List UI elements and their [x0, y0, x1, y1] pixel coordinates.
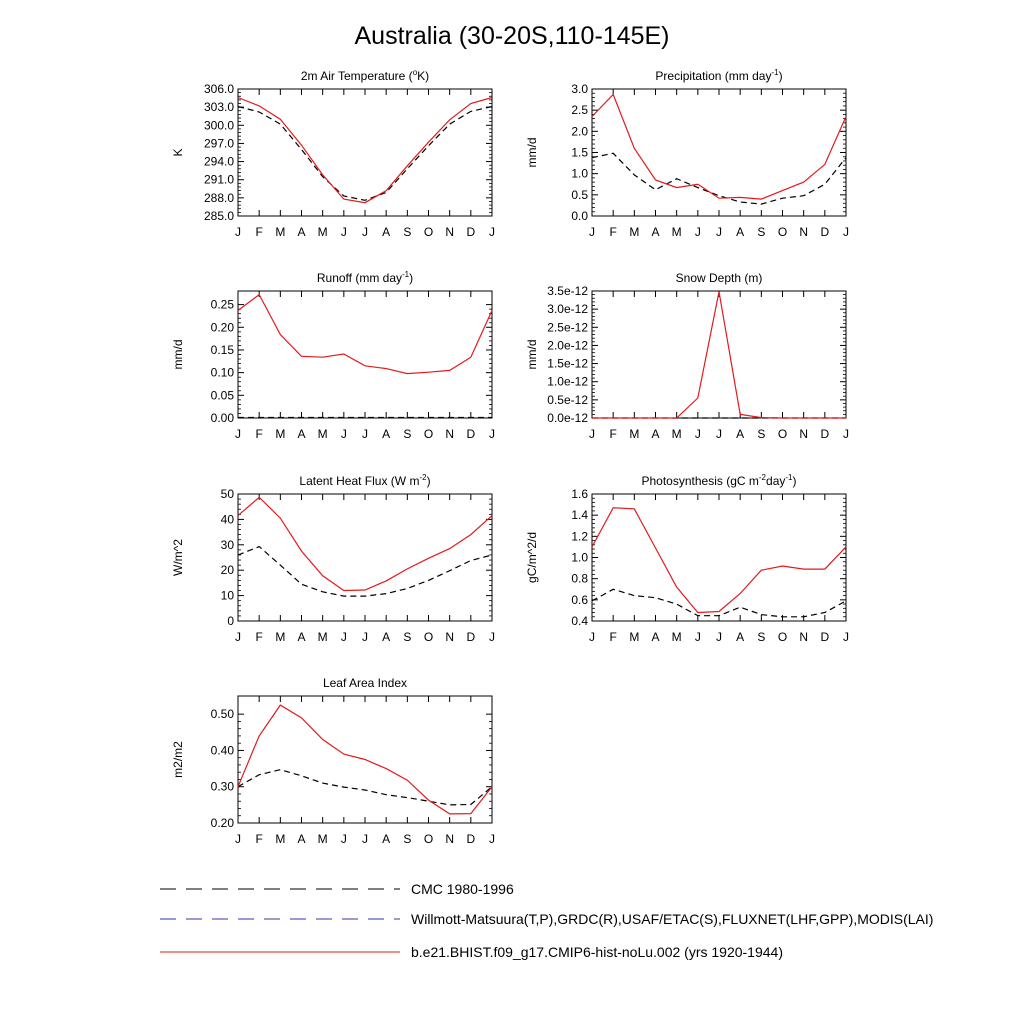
x-tick-label: A — [736, 630, 745, 644]
y-tick-label: 0.10 — [210, 365, 234, 380]
series-line-obs — [238, 107, 492, 201]
x-tick-label: M — [671, 630, 682, 644]
y-tick-label: 0.8 — [571, 571, 588, 586]
x-tick-label: J — [716, 225, 722, 239]
x-tick-label: M — [275, 630, 286, 644]
panel-title-end: K) — [417, 69, 430, 83]
plot-frame — [238, 89, 492, 216]
x-tick-label: D — [820, 427, 830, 441]
panel-title-sup: -2 — [419, 473, 427, 482]
panel-title-sup: -1 — [402, 270, 410, 279]
x-tick-label: J — [589, 630, 595, 644]
y-tick-label: 294.0 — [203, 154, 234, 169]
x-tick-label: J — [340, 630, 347, 644]
y-axis-label: W/m^2 — [171, 539, 185, 576]
x-tick-label: M — [671, 427, 682, 441]
x-tick-label: S — [403, 832, 412, 846]
x-tick-label: J — [489, 225, 495, 239]
x-tick-label: F — [609, 427, 617, 441]
plot-frame — [238, 494, 492, 621]
plot-frame — [592, 494, 846, 621]
legend-label: Willmott-Matsuura(T,P),GRDC(R),USAF/ETAC(S),FLUXNET(LHF,GPP),MODIS(LAI) — [411, 911, 934, 927]
x-tick-label: J — [843, 630, 849, 644]
panel-title — [323, 676, 407, 690]
x-tick-label: A — [297, 630, 306, 644]
x-tick-label: F — [255, 427, 263, 441]
x-tick-label: F — [255, 832, 263, 846]
series-line-model — [238, 497, 492, 590]
plot-frame — [238, 291, 492, 418]
y-tick-label: 0.5e-12 — [547, 392, 588, 407]
panel-title — [301, 68, 429, 83]
x-tick-label: N — [799, 225, 809, 239]
x-tick-label: F — [255, 630, 263, 644]
y-tick-label: 1.5e-12 — [547, 356, 588, 371]
panel-title-end2: ) — [792, 474, 797, 488]
x-tick-label: S — [757, 225, 766, 239]
y-tick-label: 1.0 — [571, 166, 588, 181]
x-tick-label: A — [736, 427, 745, 441]
x-tick-label: J — [694, 427, 701, 441]
y-tick-label: 20 — [220, 563, 234, 578]
x-tick-label: J — [235, 630, 241, 644]
x-tick-label: J — [843, 427, 849, 441]
x-tick-label: J — [589, 427, 595, 441]
panel-title-end: ) — [426, 474, 431, 488]
x-tick-label: A — [651, 225, 660, 239]
y-tick-label: 1.0 — [571, 550, 588, 565]
x-tick-label: A — [382, 427, 391, 441]
panel-title-main: Photosynthesis (gC m — [641, 474, 759, 488]
x-tick-label: J — [843, 225, 849, 239]
y-tick-label: 2.0e-12 — [547, 338, 588, 353]
y-tick-label: 3.0 — [571, 82, 588, 96]
x-tick-label: M — [317, 832, 328, 846]
y-tick-label: 0.20 — [210, 320, 234, 335]
x-tick-label: D — [820, 630, 830, 644]
plot-frame — [592, 291, 846, 418]
figure-title: Australia (30-20S,110-145E) — [354, 22, 670, 50]
x-tick-label: J — [235, 832, 241, 846]
y-tick-label: 306.0 — [203, 82, 234, 96]
x-tick-label: M — [317, 630, 328, 644]
y-tick-label: 0.40 — [210, 743, 234, 758]
x-tick-label: M — [275, 427, 286, 441]
x-tick-label: J — [716, 630, 722, 644]
y-axis-label: m2/m2 — [171, 741, 185, 778]
y-tick-label: 0.00 — [210, 411, 234, 425]
x-tick-label: A — [382, 832, 391, 846]
x-tick-label: N — [445, 427, 455, 441]
series-line-model — [592, 292, 846, 418]
x-tick-label: J — [489, 427, 495, 441]
panel-6 — [171, 676, 495, 846]
x-tick-label: F — [255, 225, 263, 239]
y-tick-label: 300.0 — [203, 118, 234, 133]
series-line-model — [592, 508, 846, 613]
x-tick-label: J — [340, 832, 347, 846]
panel-title-end: ) — [778, 69, 783, 83]
x-tick-label: M — [629, 630, 640, 644]
x-tick-label: O — [423, 832, 434, 846]
series-line-obs — [592, 589, 846, 617]
y-tick-label: 0.5 — [571, 187, 588, 202]
y-tick-label: 0.30 — [210, 779, 234, 794]
x-tick-label: J — [340, 225, 347, 239]
series-line-obs — [238, 770, 492, 805]
y-tick-label: 50 — [220, 487, 234, 501]
y-tick-label: 0.05 — [210, 388, 234, 403]
y-tick-label: 10 — [220, 588, 234, 603]
x-tick-label: S — [403, 427, 412, 441]
x-tick-label: A — [651, 630, 660, 644]
x-tick-label: O — [423, 225, 434, 239]
x-tick-label: D — [466, 225, 476, 239]
x-tick-label: A — [297, 832, 306, 846]
y-tick-label: 0.0 — [571, 209, 588, 223]
x-tick-label: M — [275, 225, 286, 239]
y-tick-label: 303.0 — [203, 100, 234, 115]
panels — [171, 68, 849, 846]
x-tick-label: J — [235, 427, 241, 441]
x-tick-label: O — [423, 427, 434, 441]
panel-1 — [525, 68, 849, 239]
panel-title-main: 2m Air Temperature ( — [300, 69, 413, 83]
panel-title-sup: -2 — [758, 473, 767, 482]
legend — [160, 881, 933, 960]
y-tick-label: 1.6 — [571, 487, 588, 501]
x-tick-label: D — [466, 427, 476, 441]
x-tick-label: M — [671, 225, 682, 239]
panel-title-end: ) — [409, 271, 414, 285]
x-tick-label: N — [445, 225, 455, 239]
x-tick-label: M — [317, 225, 328, 239]
y-tick-label: 288.0 — [203, 190, 234, 205]
y-axis-label: K — [171, 148, 185, 157]
x-tick-label: A — [297, 225, 306, 239]
x-tick-label: M — [629, 427, 640, 441]
x-tick-label: N — [445, 630, 455, 644]
panel-title — [676, 271, 763, 285]
x-tick-label: A — [382, 225, 391, 239]
panel-title-main: Leaf Area Index — [322, 676, 408, 690]
x-tick-label: N — [445, 832, 455, 846]
panel-title-main: Snow Depth (m) — [675, 271, 763, 285]
x-tick-label: J — [489, 832, 495, 846]
x-tick-label: M — [275, 832, 286, 846]
y-tick-label: 0.25 — [210, 297, 234, 312]
x-tick-label: J — [694, 225, 701, 239]
x-tick-label: J — [235, 225, 241, 239]
x-tick-label: J — [694, 630, 701, 644]
panel-title-main: Latent Heat Flux (W m — [299, 474, 420, 488]
x-tick-label: O — [777, 630, 788, 644]
x-tick-label: N — [799, 630, 809, 644]
panel-title — [299, 473, 430, 488]
y-axis-label: gC/m^2/d — [525, 532, 539, 583]
panel-title-main: Runoff (mm day — [316, 271, 403, 285]
y-axis-label: mm/d — [525, 339, 539, 370]
y-tick-label: 2.0 — [571, 124, 588, 139]
legend-label: b.e21.BHIST.f09_g17.CMIP6-hist-noLu.002 (yrs 1920-1944) — [411, 944, 783, 960]
panel-2 — [171, 270, 495, 441]
series-line-model — [238, 295, 492, 374]
y-tick-label: 30 — [220, 537, 234, 552]
series-line-model — [238, 705, 492, 814]
y-tick-label: 1.2 — [571, 529, 588, 544]
y-tick-label: 0.0e-12 — [547, 411, 588, 425]
y-tick-label: 0.20 — [210, 816, 234, 830]
panel-4 — [171, 473, 495, 644]
series-line-model — [238, 98, 492, 203]
y-tick-label: 297.0 — [203, 136, 234, 151]
panel-title-sup2: -1 — [785, 473, 793, 482]
x-tick-label: J — [362, 427, 368, 441]
x-tick-label: A — [651, 427, 660, 441]
y-tick-label: 291.0 — [203, 172, 234, 187]
panel-title — [642, 473, 797, 488]
legend-label: CMC 1980-1996 — [411, 881, 514, 897]
x-tick-label: D — [466, 832, 476, 846]
x-tick-label: F — [609, 225, 617, 239]
x-tick-label: D — [820, 225, 830, 239]
y-tick-label: 285.0 — [203, 209, 234, 223]
x-tick-label: J — [362, 630, 368, 644]
x-tick-label: A — [382, 630, 391, 644]
y-tick-label: 0.50 — [210, 707, 234, 722]
y-tick-label: 0.6 — [571, 592, 588, 607]
y-tick-label: 0.15 — [210, 342, 234, 357]
y-tick-label: 3.5e-12 — [547, 284, 588, 298]
y-axis-label: mm/d — [171, 339, 185, 370]
y-tick-label: 1.4 — [571, 508, 588, 523]
plot-frame — [592, 89, 846, 216]
panel-title-main: Precipitation (mm day — [655, 69, 772, 83]
x-tick-label: M — [317, 427, 328, 441]
x-tick-label: J — [340, 427, 347, 441]
panel-title-sup: o — [412, 68, 418, 77]
x-tick-label: S — [757, 427, 766, 441]
panel-title-end: day — [766, 474, 786, 488]
panel-5 — [525, 473, 849, 644]
x-tick-label: O — [777, 225, 788, 239]
y-tick-label: 0 — [227, 614, 234, 628]
x-tick-label: A — [736, 225, 745, 239]
x-tick-label: O — [423, 630, 434, 644]
x-tick-label: J — [489, 630, 495, 644]
x-tick-label: J — [362, 832, 368, 846]
y-tick-label: 2.5 — [571, 103, 588, 118]
x-tick-label: M — [629, 225, 640, 239]
x-tick-label: O — [777, 427, 788, 441]
panel-0 — [171, 68, 495, 239]
x-tick-label: J — [589, 225, 595, 239]
x-tick-label: S — [403, 225, 412, 239]
x-tick-label: N — [799, 427, 809, 441]
x-tick-label: S — [403, 630, 412, 644]
x-tick-label: S — [757, 630, 766, 644]
y-tick-label: 1.5 — [571, 145, 588, 160]
y-axis-label: mm/d — [525, 137, 539, 168]
x-tick-label: A — [297, 427, 306, 441]
x-tick-label: J — [362, 225, 368, 239]
x-tick-label: F — [609, 630, 617, 644]
y-tick-label: 2.5e-12 — [547, 320, 588, 335]
y-tick-label: 0.4 — [571, 614, 588, 628]
panel-title-sup: -1 — [771, 68, 779, 77]
x-tick-label: J — [716, 427, 722, 441]
series-line-obs — [238, 547, 492, 597]
panel-3 — [525, 271, 849, 441]
y-tick-label: 40 — [220, 512, 234, 527]
series-line-model — [592, 95, 846, 200]
x-tick-label: D — [466, 630, 476, 644]
panel-title — [317, 270, 413, 285]
y-tick-label: 3.0e-12 — [547, 302, 588, 317]
y-tick-label: 1.0e-12 — [547, 374, 588, 389]
panel-title — [655, 68, 782, 83]
